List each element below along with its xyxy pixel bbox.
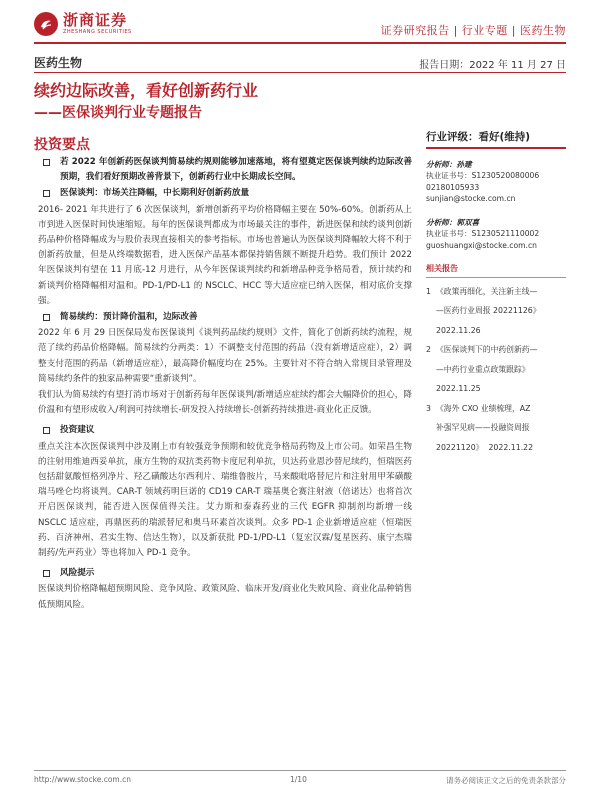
footer-disclaimer: 请务必阅读正文之后的免责条款部分 <box>446 776 566 785</box>
divider <box>34 72 566 73</box>
bullet-square-icon <box>43 159 50 166</box>
company-logo <box>34 12 132 36</box>
related-report-item[interactable]: 1 《政策再细化，关注新主线— —医药行业周报 20221126》 2022.11.26 <box>426 286 541 335</box>
logo-name-cn: 浙商证券 <box>63 11 128 29</box>
main-content <box>38 155 412 614</box>
report-date: 报告日期：2022 年 11 月 27 日 <box>419 60 566 71</box>
paragraph-3: 重点关注本次医保谈判中涉及刚上市有较强竞争预期和较优竞争格局药物及上市公司。如荣昌生物的注射用维迪西妥单抗，康方生物的双抗类药物卡度尼利单抗，贝达药业恩沙替尼续约，恒瑞医药包括甜氨酸恒格列净片、羟乙磺酸达尔西利片、瑞维鲁胺片，马来酸吡咯替尼片和注射用甲苯磺酸瑞马唑仑均将谈判。CAR-T 领域药明巨诺的 CD19 CAR-T 瑞基奥仑赛注射液（倍诺达）也将首次开启医保谈判，能否进入医保值得关注。艾力斯和泰森药业的三代 EGFR 抑制剂均新增一线 NSCLC 适应症，再鼎医药的瑞派替尼和奥马环素首次谈判。众多 PD-1 企业新增适应症（恒瑞医药、百济神州、君实生物、信达生物），以及新获批 PD-1/PD-L1（复宏汉霖/复星医药、康宁杰瑞制药/先声药业）等也将加入 PD-1 竞争。 <box>38 441 412 559</box>
analyst-cert: 执业证书号：S1230521110002 <box>426 229 540 238</box>
analyst-name: 分析师：郭双喜 <box>426 217 480 227</box>
logo-icon <box>34 12 58 36</box>
analyst-name: 分析师：孙建 <box>426 159 472 169</box>
page-number: 1/10 <box>290 775 307 784</box>
lead-paragraph: 若 2022 年创新药医保谈判简易续约规则能够加速落地，将有望奠定医保谈判续约边际改善预期，我们看好预期改善背景下，创新药行业中长期成长空间。 <box>38 155 412 185</box>
paragraph-1: 2016- 2021 年共进行了 6 次医保谈判，新增创新药平均价格降幅主要在 50%-60%。创新药从上市到进入医保时间快速缩短。每年的医保谈判都成为市场最关注的事件，新进医保和续约谈判创新药品种价格降幅成为与股价表现直接相关的参考指标。市场也普遍认为医保谈判降幅较大将不利于创新药放量，但是从终端数据看，进入医保产品基本都保持销售额不断提升趋势。我们预计 2022 年医保谈判有望在 11 月底-12 月进行，从今年医保谈判续约和新增品种竞争格局看，预计续约和新谈判价格降幅相对温和。PD-1/PD-L1 的 NSCLC、HCC 等大适应症已纳入医保，相对底价支撑强。 <box>38 204 412 306</box>
section-heading: 投资要点 <box>34 137 90 153</box>
paragraph-4: 医保谈判价格降幅超预期风险、竞争风险、政策风险、临床开发/商业化失败风险、商业化品种销售低预期风险。 <box>38 584 412 610</box>
analyst-email[interactable]: guoshuangxi@stocke.com.cn <box>426 240 537 250</box>
analyst-cert: 执业证书号：S1230520080006 <box>426 171 540 180</box>
paragraph-2a: 2022 年 6 月 29 日医保局发布医保谈判《谈判药品续约规则》文件，简化了创新药续约流程，规范了续约药品价格降幅。简易续约分两类：1）不调整支付范围的药品（没有新增适应症），2）调整支付范围的药品（新增适应症），最高降价幅度均在 25%。主要针对不符合纳入常规目录管理及简易续约条件的独家品种需要“重新谈判”。 <box>38 328 412 384</box>
related-report-item[interactable]: 2 《医保谈判下的中药创新药— —中药行业重点政策跟踪》 2022.11.25 <box>426 345 538 393</box>
footer-url[interactable]: http://www.stocke.com.cn <box>34 775 131 784</box>
header-breadcrumb: 证券研究报告 | 行业专题 | 医药生物 <box>380 24 566 37</box>
paragraph-2b: 我们认为简易续约有望打消市场对于创新药每年医保谈判/新增适应症续约都会大幅降价的担心，降价温和有望形成收入/利润可持续增长-研发投入持续增长-创新药持续推进-商业化正反馈。 <box>38 390 412 416</box>
report-title: 续约边际改善，看好创新药行业 <box>34 81 259 100</box>
analyst-2 <box>426 217 566 252</box>
sidebar <box>426 132 566 457</box>
analyst-phone: 02180105933 <box>426 182 480 192</box>
bullet-heading-2: 简易续约：预计降价温和，边际改善 <box>38 310 412 325</box>
bullet-heading-1: 医保谈判：市场关注降幅，中长期利好创新药放量 <box>38 186 412 201</box>
bullet-square-icon <box>43 190 50 197</box>
bullet-square-icon <box>43 314 50 321</box>
page-header <box>34 10 566 44</box>
analyst-1 <box>426 159 566 205</box>
bullet-square-icon <box>43 570 50 577</box>
report-subtitle: ——医保谈判行业专题报告 <box>34 105 202 121</box>
footer-divider <box>34 770 566 771</box>
analyst-email[interactable]: sunjian@stocke.com.cn <box>426 194 516 203</box>
report-category: 医药生物 <box>34 56 83 70</box>
related-report-item[interactable]: 3 《海外 CXO 业绩梳理，AZ 补强罕见病——投融资周报 20221120》 2022.11.22 <box>426 403 534 452</box>
bullet-heading-3: 投资建议 <box>38 423 412 438</box>
bullet-heading-4: 风险提示 <box>38 566 412 581</box>
logo-name-en: ZHESHANG SECURITIES <box>63 29 132 35</box>
industry-rating: 行业评级：看好(维持) <box>426 132 566 149</box>
bullet-square-icon <box>43 427 50 434</box>
related-reports-heading: 相关报告 <box>426 263 566 278</box>
